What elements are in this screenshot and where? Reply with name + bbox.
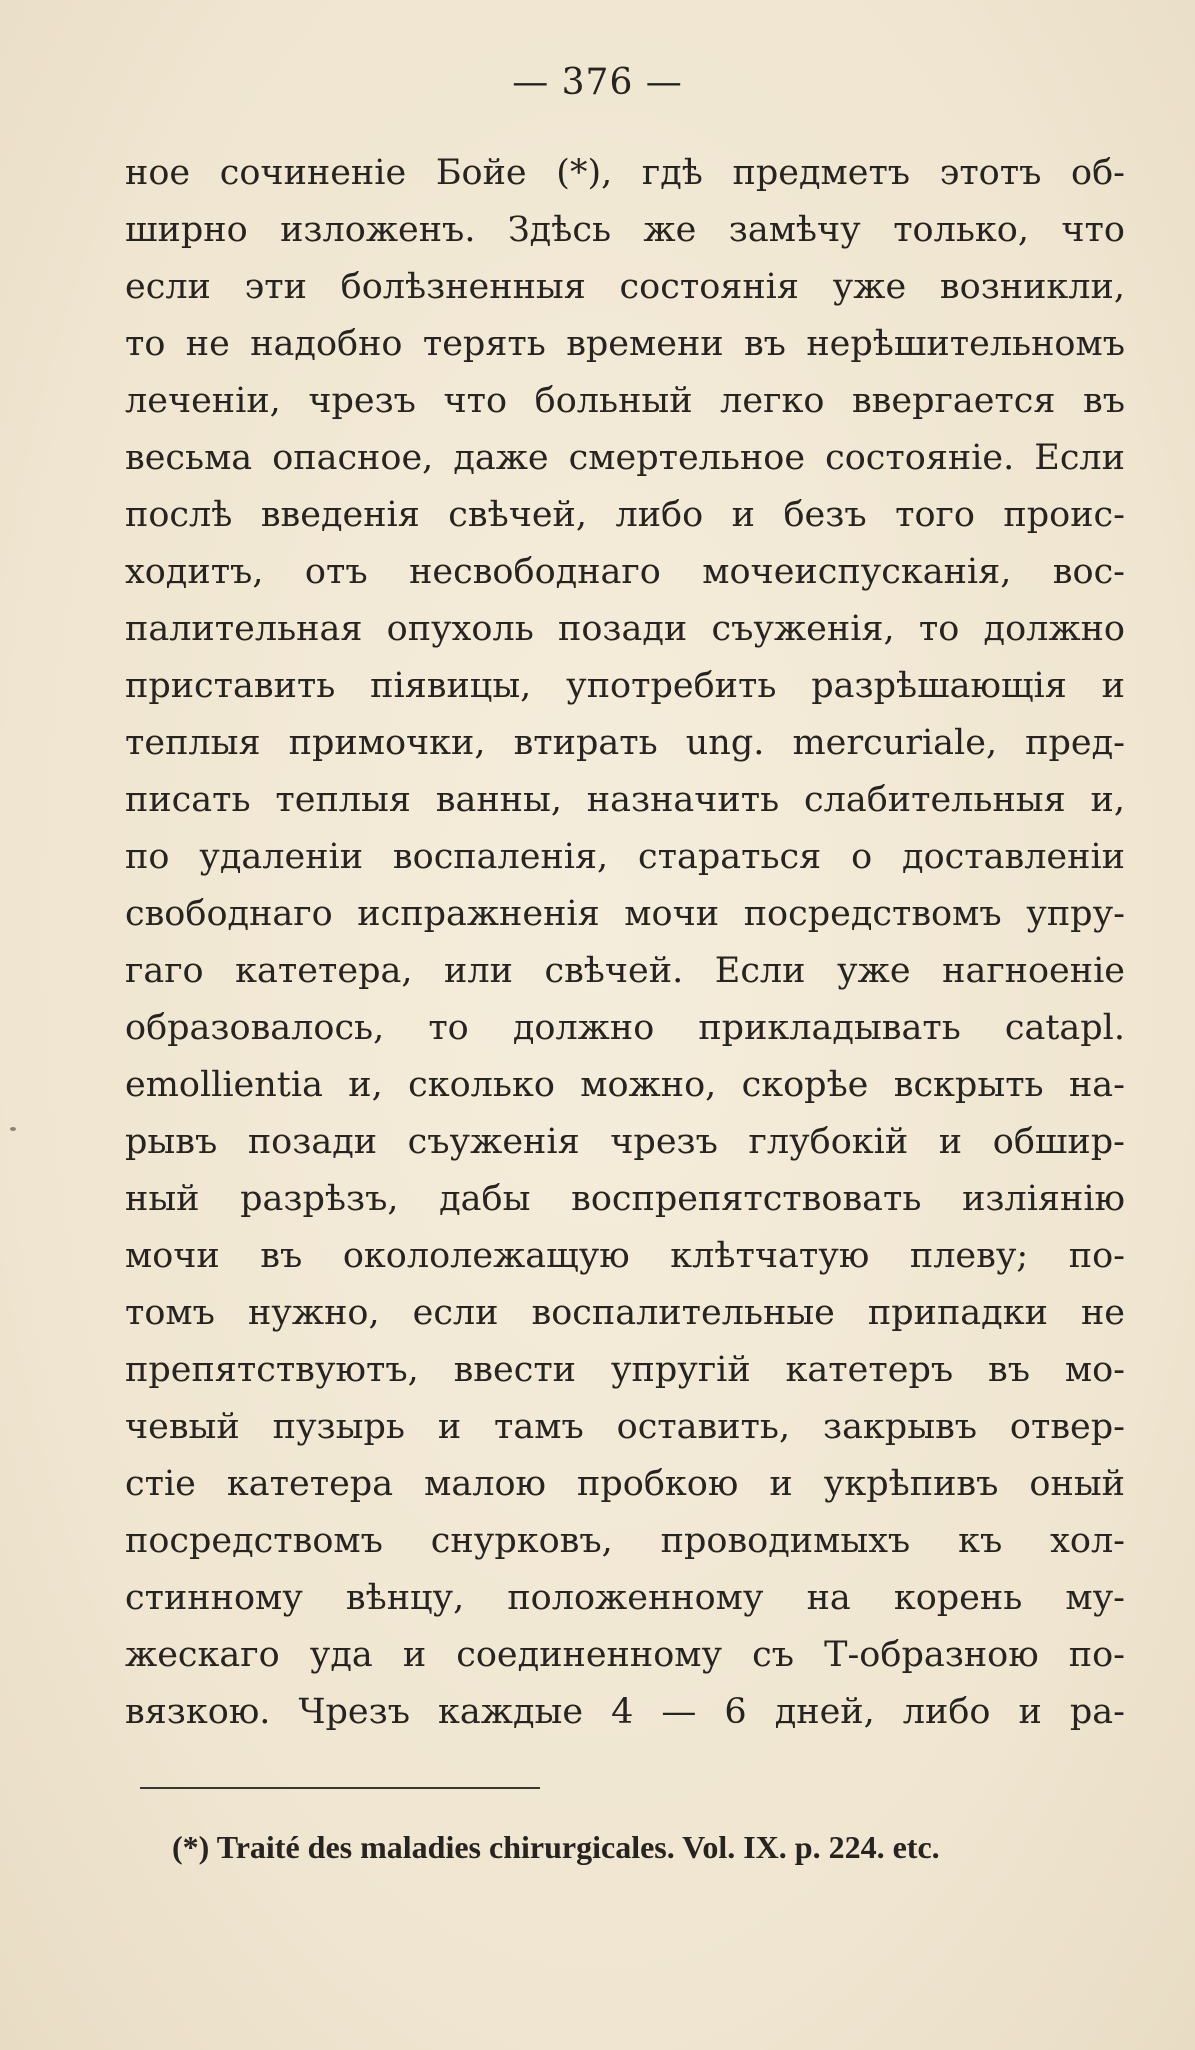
text-line-27: жескаго уда и соединенному съ Т-образною по- (125, 1635, 1125, 1675)
text-line-9: палительная опухоль позади съуженія, то должно (125, 609, 1125, 649)
text-line-15: гаго катетера, или свѣчей. Если уже нагноеніе (125, 951, 1125, 991)
text-line-25: посредствомъ снурковъ, проводимыхъ къ хол- (125, 1521, 1125, 1561)
text-line-3: если эти болѣзненныя состоянія уже возникли, (125, 267, 1125, 307)
text-line-23: чевый пузырь и тамъ оставить, закрывъ отвер- (125, 1407, 1125, 1447)
text-line-2: ширно изложенъ. Здѣсь же замѣчу только, что (125, 210, 1125, 250)
text-line-17: emollientia и, сколько можно, скорѣе вскрыть на- (125, 1065, 1125, 1105)
text-line-10: приставить піявицы, употребить разрѣшающія и (125, 666, 1125, 706)
text-line-7: послѣ введенія свѣчей, либо и безъ того проис- (125, 495, 1125, 535)
text-line-22: препятствуютъ, ввести упругій катетеръ въ мо- (125, 1350, 1125, 1390)
text-line-13: по удаленіи воспаленія, стараться о доставленіи (125, 837, 1125, 877)
ink-smudge (10, 1127, 16, 1131)
text-line-6: весьма опасное, даже смертельное состояніе. Если (125, 438, 1125, 478)
page-number: — 376 — (512, 62, 683, 103)
text-line-5: леченіи, чрезъ что больный легко ввергается въ (125, 381, 1125, 421)
text-line-12: писать теплыя ванны, назначить слабительныя и, (125, 780, 1125, 820)
text-line-11: теплыя примочки, втирать ung. mercuriale, пред- (125, 723, 1125, 763)
body-text (125, 145, 1125, 1741)
text-line-26: стинному вѣнцу, положенному на корень му- (125, 1578, 1125, 1618)
text-line-21: томъ нужно, если воспалительные припадки не (125, 1293, 1125, 1333)
text-line-16: образовалось, то должно прикладывать catapl. (125, 1008, 1125, 1048)
text-line-14: свободнаго испражненія мочи посредствомъ упру- (125, 894, 1125, 934)
text-line-20: мочи въ окололежащую клѣтчатую плеву; по- (125, 1236, 1125, 1276)
text-line-28: вязкою. Чрезъ каждые 4 — 6 дней, либо и ра- (125, 1692, 1125, 1732)
footnote-divider (140, 1787, 540, 1789)
text-line-1: ное сочиненіе Бойе (*), гдѣ предметъ этотъ об- (125, 153, 1125, 193)
text-line-8: ходитъ, отъ несвободнаго мочеиспусканія, вос- (125, 552, 1125, 592)
text-line-4: то не надобно терять времени въ нерѣшительномъ (125, 324, 1125, 364)
text-line-19: ный разрѣзъ, дабы воспрепятствовать изліянію (125, 1179, 1125, 1219)
text-line-18: рывъ позади съуженія чрезъ глубокій и обшир- (125, 1122, 1125, 1162)
text-line-24: стіе катетера малою пробкою и укрѣпивъ оный (125, 1464, 1125, 1504)
footnote: (*) Traité des maladies chirurgicales. Vol. IX. p. 224. etc. (172, 1829, 940, 1865)
